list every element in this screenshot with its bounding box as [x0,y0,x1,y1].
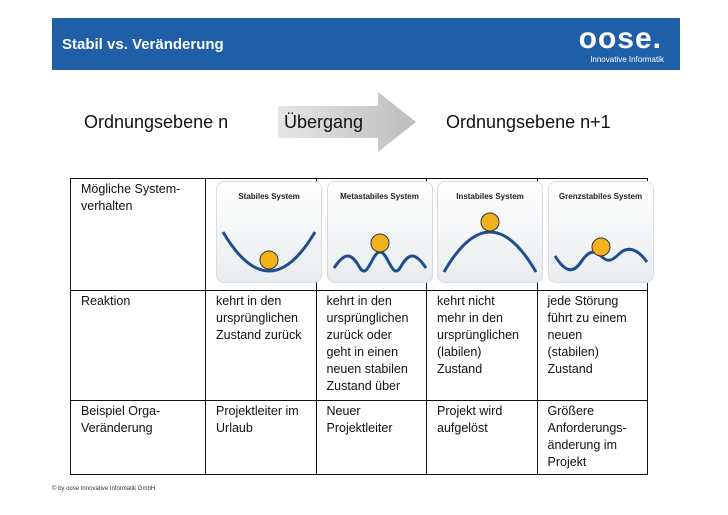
copyright-footer: © by oose Innovative Informatik GmbH [52,486,156,492]
level-n1-label: Ordnungsebene n+1 [446,112,611,132]
reaction-cell: jede Störung führt zu einem neuen (stabilen) Zustand [537,291,648,401]
table-row [71,401,648,475]
example-cell: Neuer Projektleiter [316,401,427,475]
reaction-cell: kehrt nicht mehr in den ursprünglichen (labilen) Zustand [427,291,538,401]
unstable-system-diagram [437,181,543,283]
slide-title: Stabil vs. Veränderung [62,36,224,53]
metastable-system-cell [316,179,427,291]
system-title: Stabiles System [238,192,300,201]
metastable-system-diagram [327,181,433,283]
table-row [71,179,648,291]
stable-system-cell [206,179,317,291]
system-comparison-table [70,178,648,475]
marginally-stable-system-diagram [548,181,654,283]
transition-label: Übergang [284,112,364,132]
system-title: Grenzstabiles System [558,192,643,201]
stable-system-diagram [216,181,322,283]
reaction-cell: kehrt in den ursprünglichen Zustand zurück [206,291,317,401]
logo-subtitle: Innovative Informatik [590,55,664,64]
unstable-curve-icon [438,182,542,282]
row-label-reaction: Reaktion [71,291,206,401]
header-bar [52,18,680,70]
example-cell: Größere Anforderungs- änderung im Projekt [537,401,648,475]
row-label-system: Mögliche System- verhalten [71,179,206,291]
example-cell: Projektleiter im Urlaub [206,401,317,475]
oose-logo: oose. [578,22,662,55]
example-cell: Projekt wird aufgelöst [427,401,538,475]
system-title: Metastabiles System [340,192,419,201]
reaction-cell: kehrt in den ursprünglichen zurück oder geht in einen neuen stabilen Zustand über [316,291,427,401]
system-title: Instabiles System [456,192,524,201]
table-row [71,291,648,401]
marginal-curve-icon [549,182,653,282]
row-label-example: Beispiel Orga- Veränderung [71,401,206,475]
marginally-stable-system-cell [537,179,648,291]
unstable-system-cell [427,179,538,291]
stable-curve-icon [217,182,321,282]
level-n-label: Ordnungsebene n [84,112,229,132]
metastable-curve-icon [328,182,432,282]
